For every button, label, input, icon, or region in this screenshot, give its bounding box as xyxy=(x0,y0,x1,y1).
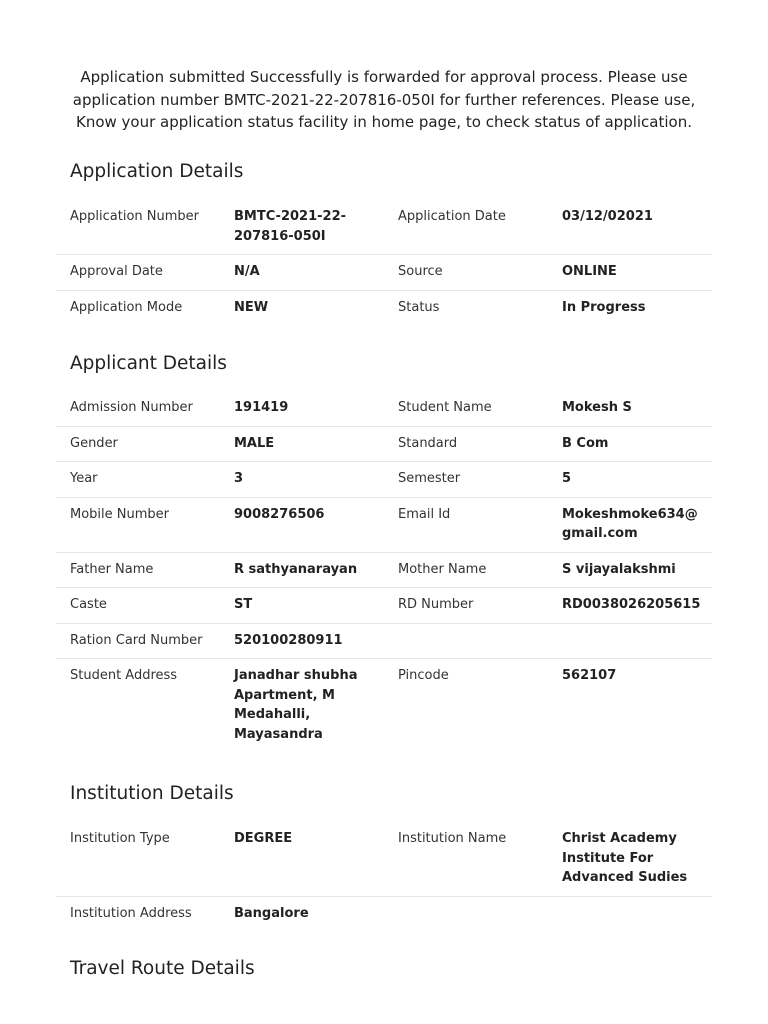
applicant-details-title: Applicant Details xyxy=(70,353,227,374)
institution-address-value: Bangalore xyxy=(234,905,309,921)
status-label: Status xyxy=(398,299,440,315)
institution-type-value: DEGREE xyxy=(234,831,293,846)
table-row xyxy=(56,391,712,427)
table-row xyxy=(56,427,712,463)
table-row xyxy=(56,553,712,589)
ration-card-number-value: 520100280911 xyxy=(234,632,343,648)
travel-route-details-title: Travel Route Details xyxy=(70,958,255,979)
admission-number-label: Admission Number xyxy=(70,400,193,415)
gender-label: Gender xyxy=(70,435,118,451)
father-name-label: Father Name xyxy=(70,561,154,577)
mother-name-label: Mother Name xyxy=(398,561,487,577)
email-id-label: Email Id xyxy=(398,506,451,522)
institution-name-value: Christ Academy Institute For Advanced Sudies xyxy=(562,831,688,885)
application-number-value: BMTC-2021-22-207816-050I xyxy=(234,209,347,244)
table-row xyxy=(56,659,712,752)
rd-number-value: RD0038026205615 xyxy=(562,597,701,612)
year-label: Year xyxy=(70,471,98,486)
year-value: 3 xyxy=(234,471,244,486)
email-id-value: Mokeshmoke634@gmail.com xyxy=(562,506,698,541)
student-address-value: Janadhar shubha Apartment, M Medahalli, Mayasandra xyxy=(234,668,358,742)
table-row xyxy=(56,822,712,897)
empty-value xyxy=(548,904,712,924)
application-mode-label: Application Mode xyxy=(70,299,183,315)
application-details-title: Application Details xyxy=(70,161,244,182)
mother-name-value: S vijayalakshmi xyxy=(562,561,676,577)
applicant-details-table xyxy=(56,391,712,752)
standard-label: Standard xyxy=(398,435,458,451)
rd-number-label: RD Number xyxy=(398,597,474,612)
table-row xyxy=(56,291,712,326)
table-row xyxy=(56,255,712,291)
caste-label: Caste xyxy=(70,597,107,612)
empty-label xyxy=(384,904,548,924)
semester-value: 5 xyxy=(562,471,572,486)
status-value: In Progress xyxy=(562,299,646,315)
ration-card-number-label: Ration Card Number xyxy=(70,632,203,648)
table-row xyxy=(56,462,712,498)
source-value: ONLINE xyxy=(562,264,617,279)
table-row xyxy=(56,897,712,932)
success-notice: Application submitted Successfully is forwarded for approval process. Please use application number BMTC-2021-22-207816-050I for further references. Please use, Know your application status facility in home page, to check status of application. xyxy=(72,68,696,131)
empty-label xyxy=(384,631,548,651)
application-date-label: Application Date xyxy=(398,209,506,224)
gender-value: MALE xyxy=(234,435,275,451)
table-row xyxy=(56,200,712,255)
empty-value xyxy=(548,631,712,651)
approval-date-label: Approval Date xyxy=(70,264,163,279)
application-details-table xyxy=(56,200,712,325)
application-number-label: Application Number xyxy=(70,209,199,224)
table-row xyxy=(56,498,712,553)
institution-type-label: Institution Type xyxy=(70,831,170,846)
institution-name-label: Institution Name xyxy=(398,831,507,846)
application-mode-value: NEW xyxy=(234,299,269,315)
father-name-value: R sathyanarayan xyxy=(234,561,358,577)
approval-date-value: N/A xyxy=(234,264,260,279)
pincode-label: Pincode xyxy=(398,668,449,683)
standard-value: B Com xyxy=(562,435,609,451)
student-name-value: Mokesh S xyxy=(562,400,632,415)
application-date-value: 03/12/02021 xyxy=(562,209,653,224)
institution-address-label: Institution Address xyxy=(70,905,192,921)
mobile-number-value: 9008276506 xyxy=(234,506,325,522)
table-row xyxy=(56,588,712,624)
institution-details-title: Institution Details xyxy=(70,783,234,804)
source-label: Source xyxy=(398,264,443,279)
semester-label: Semester xyxy=(398,471,461,486)
table-row xyxy=(56,624,712,660)
student-address-label: Student Address xyxy=(70,668,178,683)
student-name-label: Student Name xyxy=(398,400,492,415)
mobile-number-label: Mobile Number xyxy=(70,506,169,522)
institution-details-table xyxy=(56,822,712,931)
caste-value: ST xyxy=(234,597,253,612)
pincode-value: 562107 xyxy=(562,668,617,683)
admission-number-value: 191419 xyxy=(234,400,289,415)
